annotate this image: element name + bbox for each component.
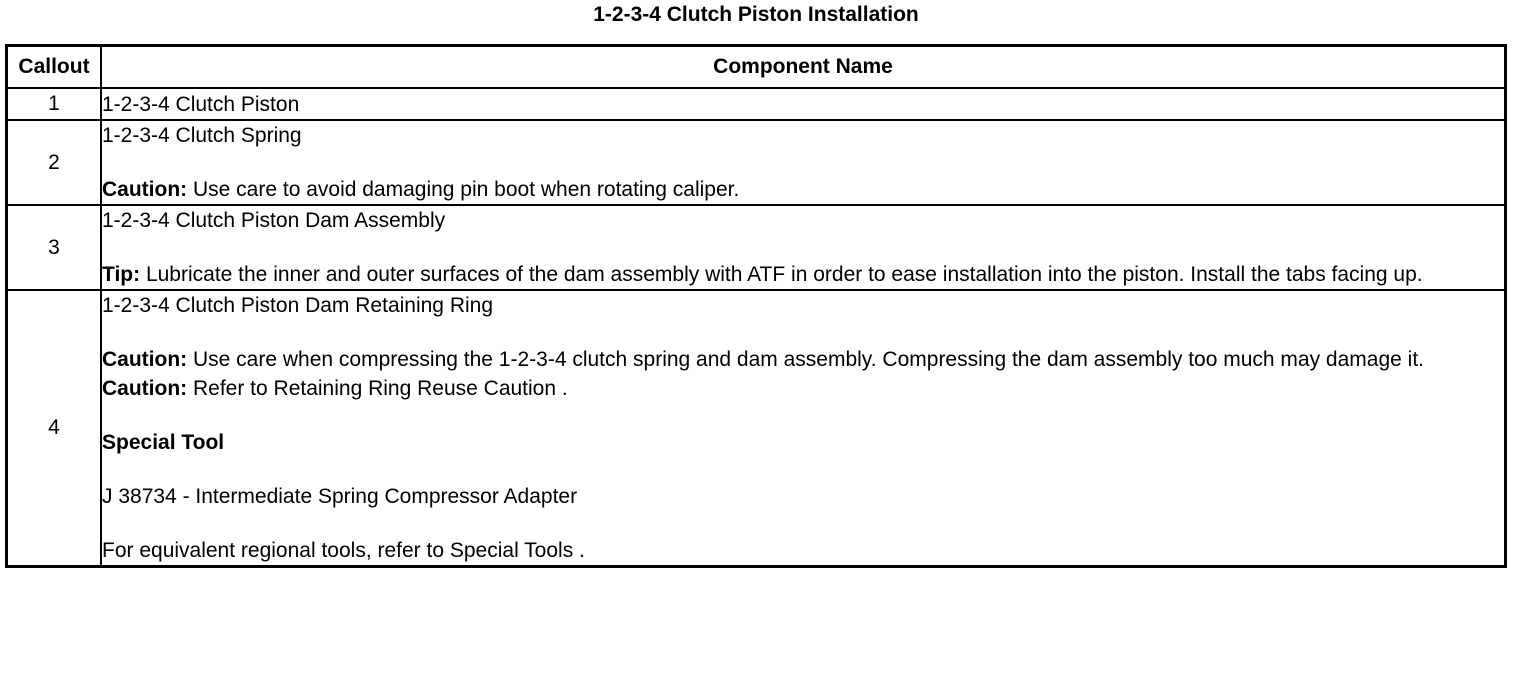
caution-label: Caution:	[102, 348, 188, 371]
special-tool-heading: Special Tool	[102, 431, 225, 454]
special-tool: J 38734 - Intermediate Spring Compressor Adapter	[102, 485, 578, 508]
table-row	[7, 205, 1506, 290]
caution-label: Caution:	[102, 377, 188, 400]
component-name: 1-2-3-4 Clutch Spring	[102, 124, 302, 147]
tip-label: Tip:	[102, 263, 141, 286]
component-cell	[101, 290, 1506, 567]
table-row	[7, 88, 1506, 120]
component-cell	[101, 88, 1506, 120]
caution-text: Use care when compressing the 1-2-3-4 clutch spring and dam assembly. Compressing the dam assembly too much may damage it.	[187, 348, 1424, 371]
tip-text: Lubricate the inner and outer surfaces of the dam assembly with ATF in order to ease installation into the piston. Install the tabs facing up.	[140, 263, 1423, 286]
caution-text: Refer to Retaining Ring Reuse Caution .	[187, 377, 568, 400]
header-callout: Callout	[7, 46, 102, 89]
component-name: 1-2-3-4 Clutch Piston	[102, 92, 300, 116]
header-component-name: Component Name	[101, 46, 1506, 89]
caution-label: Caution:	[102, 178, 188, 201]
regional-tools-note: For equivalent regional tools, refer to Special Tools .	[102, 539, 585, 562]
callout-number: 1	[7, 88, 102, 120]
component-name: 1-2-3-4 Clutch Piston Dam Assembly	[102, 209, 446, 232]
callout-number: 2	[7, 120, 102, 205]
caution-note	[102, 345, 1504, 374]
table-row	[7, 120, 1506, 205]
callout-table	[5, 44, 1507, 568]
caution-note	[102, 374, 1504, 403]
callout-number: 4	[7, 290, 102, 567]
table-row	[7, 290, 1506, 567]
table-header-row	[7, 46, 1506, 89]
tip-note	[102, 260, 1504, 289]
caution-text: Use care to avoid damaging pin boot when rotating caliper.	[187, 178, 740, 201]
component-cell	[101, 120, 1506, 205]
component-cell	[101, 205, 1506, 290]
page-title: 1-2-3-4 Clutch Piston Installation	[593, 3, 919, 26]
component-name: 1-2-3-4 Clutch Piston Dam Retaining Ring	[102, 294, 494, 317]
caution-note	[102, 175, 1504, 204]
callout-number: 3	[7, 205, 102, 290]
